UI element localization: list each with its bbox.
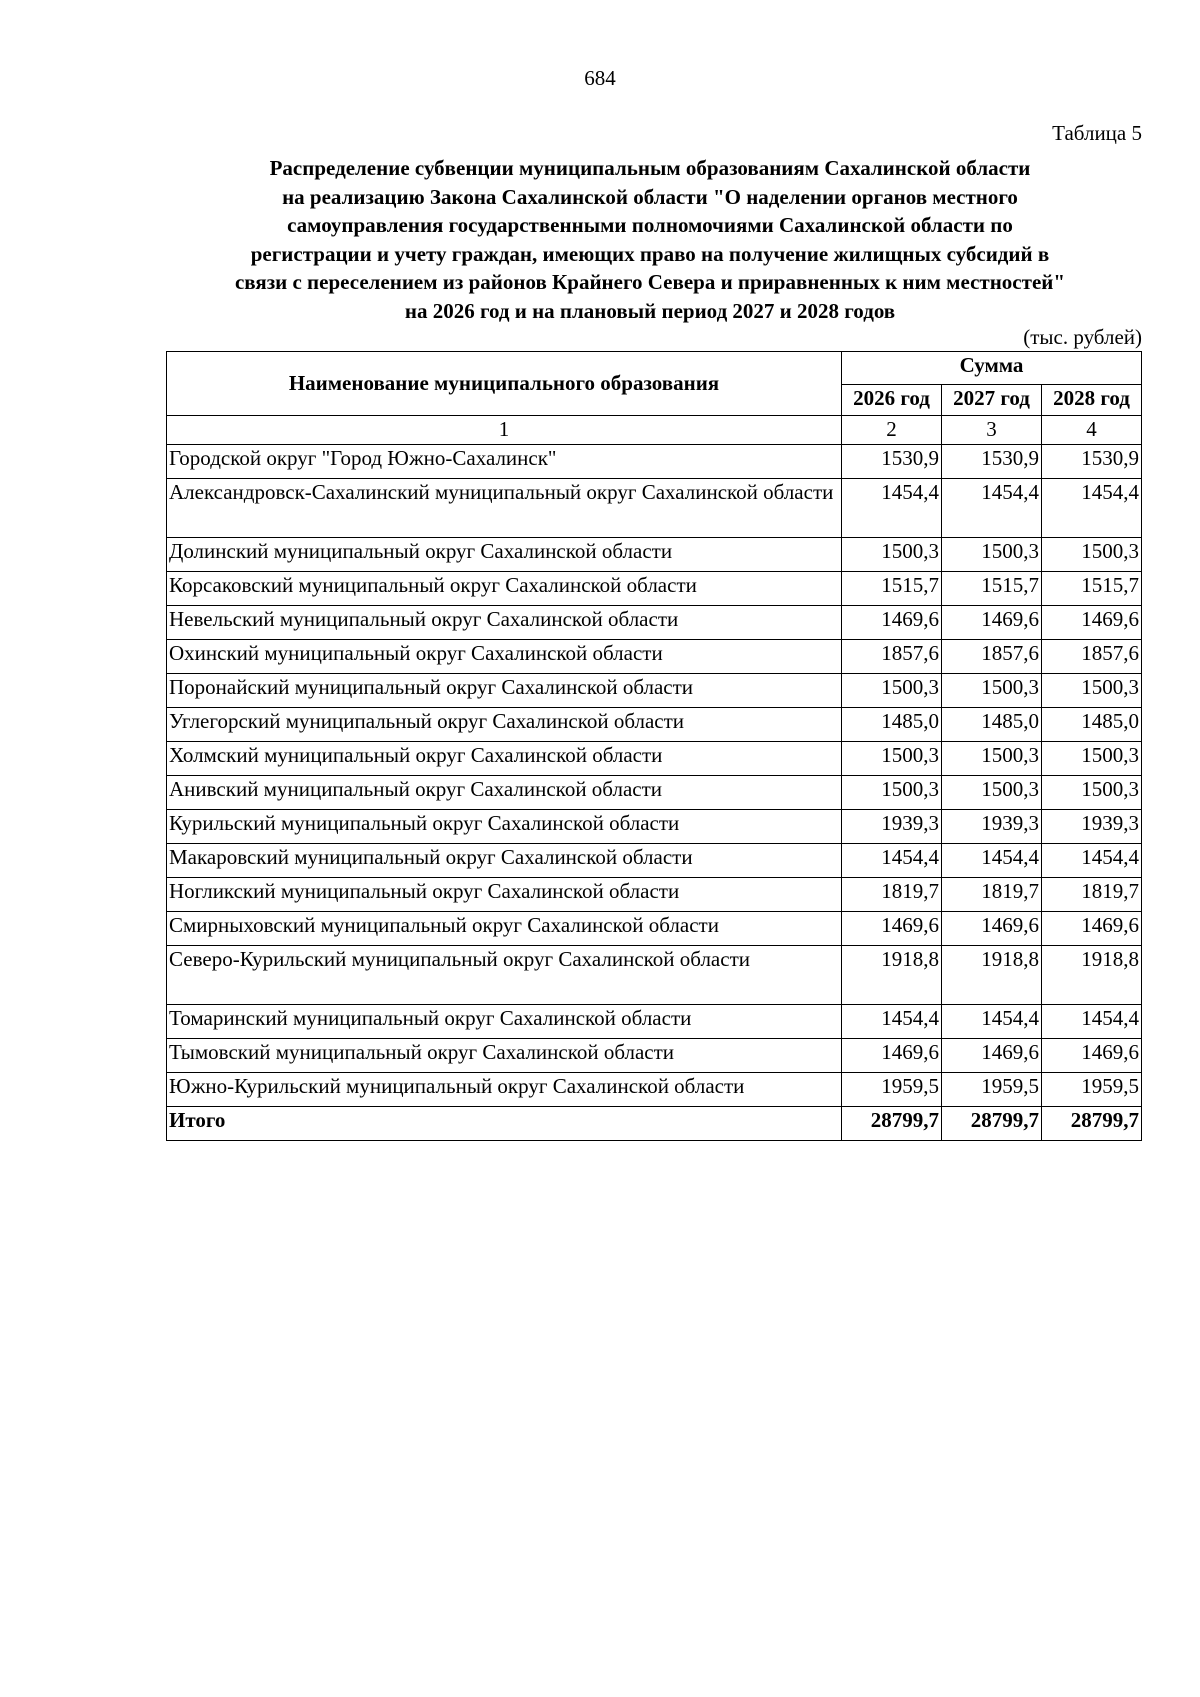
header-year-2026: 2026 год [842, 385, 942, 416]
municipality-name-cell: Корсаковский муниципальный округ Сахалинской области [167, 572, 842, 606]
table-row [167, 912, 1142, 946]
page-number: 684 [584, 66, 616, 90]
table-body [167, 445, 1142, 1141]
municipality-name-cell: Томаринский муниципальный округ Сахалинской области [167, 1005, 842, 1039]
value-2026-cell: 1939,3 [842, 810, 942, 844]
title-line: самоуправления государственными полномочиями Сахалинской области по [287, 213, 1013, 237]
value-2027-cell: 1500,3 [942, 674, 1042, 708]
table-row [167, 479, 1142, 538]
document-title [150, 154, 1150, 325]
municipality-name-cell: Макаровский муниципальный округ Сахалинской области [167, 844, 842, 878]
value-2028-cell: 1515,7 [1042, 572, 1142, 606]
value-2028-cell: 1819,7 [1042, 878, 1142, 912]
value-2027-cell: 1454,4 [942, 844, 1042, 878]
value-2027-cell: 1469,6 [942, 912, 1042, 946]
table-row [167, 776, 1142, 810]
value-2027-cell: 1454,4 [942, 479, 1042, 538]
header-sum: Сумма [842, 352, 1142, 385]
municipality-name-cell: Долинский муниципальный округ Сахалинской области [167, 538, 842, 572]
value-2028-cell: 1454,4 [1042, 479, 1142, 538]
value-2027-cell: 1500,3 [942, 742, 1042, 776]
value-2028-cell: 1454,4 [1042, 844, 1142, 878]
table-row [167, 1073, 1142, 1107]
value-2026-cell: 1959,5 [842, 1073, 942, 1107]
value-2026-cell: 1857,6 [842, 640, 942, 674]
column-index: 2 [842, 416, 942, 445]
column-index: 3 [942, 416, 1042, 445]
value-2028-cell: 1857,6 [1042, 640, 1142, 674]
value-2026-cell: 1454,4 [842, 479, 942, 538]
value-2026-cell: 1530,9 [842, 445, 942, 479]
value-2026-cell: 1819,7 [842, 878, 942, 912]
value-2027-cell: 1819,7 [942, 878, 1042, 912]
municipality-name-cell: Углегорский муниципальный округ Сахалинской области [167, 708, 842, 742]
table-row [167, 946, 1142, 1005]
municipality-name-cell: Анивский муниципальный округ Сахалинской области [167, 776, 842, 810]
value-2028-cell: 1959,5 [1042, 1073, 1142, 1107]
value-2027-cell: 1454,4 [942, 1005, 1042, 1039]
table-label: Таблица 5 [1052, 121, 1142, 145]
municipality-name-cell: Курильский муниципальный округ Сахалинской области [167, 810, 842, 844]
table-row [167, 606, 1142, 640]
value-2028-cell: 1530,9 [1042, 445, 1142, 479]
total-2028: 28799,7 [1042, 1107, 1142, 1141]
header-municipality-name: Наименование муниципального образования [167, 352, 842, 416]
value-2027-cell: 1530,9 [942, 445, 1042, 479]
column-index: 4 [1042, 416, 1142, 445]
municipality-name-cell: Городской округ "Город Южно-Сахалинск" [167, 445, 842, 479]
total-label: Итого [167, 1107, 842, 1141]
value-2026-cell: 1918,8 [842, 946, 942, 1005]
value-2026-cell: 1454,4 [842, 844, 942, 878]
table-row [167, 674, 1142, 708]
header-year-2027: 2027 год [942, 385, 1042, 416]
title-line: на 2026 год и на плановый период 2027 и 2028 годов [404, 298, 896, 323]
municipality-name-cell: Южно-Курильский муниципальный округ Сахалинской области [167, 1073, 842, 1107]
value-2028-cell: 1469,6 [1042, 606, 1142, 640]
value-2027-cell: 1469,6 [942, 606, 1042, 640]
table-row [167, 742, 1142, 776]
title-line: связи с переселением из районов Крайнего Севера и приравненных к ним местностей" [234, 270, 1066, 294]
total-2027: 28799,7 [942, 1107, 1042, 1141]
value-2027-cell: 1857,6 [942, 640, 1042, 674]
table-row [167, 1039, 1142, 1073]
table-row [167, 810, 1142, 844]
municipality-name-cell: Ногликский муниципальный округ Сахалинской области [167, 878, 842, 912]
value-2026-cell: 1469,6 [842, 1039, 942, 1073]
value-2026-cell: 1485,0 [842, 708, 942, 742]
municipality-name-cell: Невельский муниципальный округ Сахалинской области [167, 606, 842, 640]
municipality-name-cell: Александровск-Сахалинский муниципальный округ Сахалинской области [167, 479, 842, 538]
value-2026-cell: 1454,4 [842, 1005, 942, 1039]
value-2026-cell: 1500,3 [842, 538, 942, 572]
value-2028-cell: 1469,6 [1042, 1039, 1142, 1073]
value-2028-cell: 1485,0 [1042, 708, 1142, 742]
total-2026: 28799,7 [842, 1107, 942, 1141]
municipality-name-cell: Поронайский муниципальный округ Сахалинской области [167, 674, 842, 708]
table-row [167, 708, 1142, 742]
value-2026-cell: 1469,6 [842, 606, 942, 640]
units-label: (тыс. рублей) [1023, 325, 1142, 349]
value-2026-cell: 1469,6 [842, 912, 942, 946]
value-2027-cell: 1485,0 [942, 708, 1042, 742]
table-row [167, 538, 1142, 572]
value-2028-cell: 1918,8 [1042, 946, 1142, 1005]
municipality-name-cell: Смирныховский муниципальный округ Сахалинской области [167, 912, 842, 946]
title-line: Распределение субвенции муниципальным образованиям Сахалинской области [269, 156, 1031, 180]
municipality-name-cell: Охинский муниципальный округ Сахалинской области [167, 640, 842, 674]
value-2028-cell: 1500,3 [1042, 742, 1142, 776]
value-2028-cell: 1469,6 [1042, 912, 1142, 946]
value-2027-cell: 1939,3 [942, 810, 1042, 844]
value-2027-cell: 1515,7 [942, 572, 1042, 606]
value-2027-cell: 1959,5 [942, 1073, 1042, 1107]
table-row [167, 445, 1142, 479]
table-row [167, 878, 1142, 912]
municipality-name-cell: Северо-Курильский муниципальный округ Сахалинской области [167, 946, 842, 1005]
value-2026-cell: 1500,3 [842, 742, 942, 776]
value-2027-cell: 1918,8 [942, 946, 1042, 1005]
value-2028-cell: 1500,3 [1042, 538, 1142, 572]
table-row [167, 640, 1142, 674]
value-2028-cell: 1939,3 [1042, 810, 1142, 844]
table-row [167, 844, 1142, 878]
value-2027-cell: 1500,3 [942, 776, 1042, 810]
value-2028-cell: 1500,3 [1042, 776, 1142, 810]
value-2026-cell: 1500,3 [842, 776, 942, 810]
value-2027-cell: 1469,6 [942, 1039, 1042, 1073]
table-row [167, 1005, 1142, 1039]
header-year-2028: 2028 год [1042, 385, 1142, 416]
value-2026-cell: 1500,3 [842, 674, 942, 708]
table-row [167, 572, 1142, 606]
value-2026-cell: 1515,7 [842, 572, 942, 606]
value-2027-cell: 1500,3 [942, 538, 1042, 572]
municipality-name-cell: Холмский муниципальный округ Сахалинской области [167, 742, 842, 776]
column-index: 1 [167, 416, 842, 445]
total-row [167, 1107, 1142, 1141]
value-2028-cell: 1454,4 [1042, 1005, 1142, 1039]
title-line: регистрации и учету граждан, имеющих право на получение жилищных субсидий в [250, 241, 1050, 266]
value-2028-cell: 1500,3 [1042, 674, 1142, 708]
subvention-table [166, 351, 1142, 1141]
municipality-name-cell: Тымовский муниципальный округ Сахалинской области [167, 1039, 842, 1073]
title-line: на реализацию Закона Сахалинской области "О наделении органов местного [282, 184, 1018, 209]
